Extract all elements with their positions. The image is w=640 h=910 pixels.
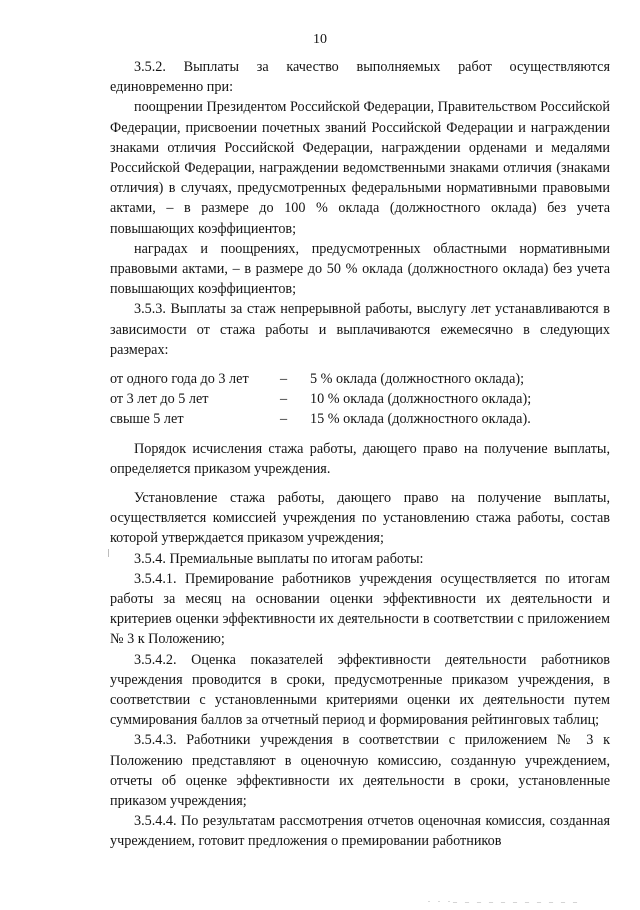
- paragraph-3-5-4-4: 3.5.4.4. По результатам рассмотрения отчетов оценочная комиссия, созданная учреждением, готовит предложения о премировании работников: [110, 813, 610, 850]
- rate-row: [110, 369, 610, 389]
- rate-amount: 10 % оклада (должностного оклада);: [310, 391, 532, 408]
- paragraph-3-5-4: 3.5.4. Премиальные выплаты по итогам работы:: [134, 550, 424, 567]
- rate-period: от 3 лет до 5 лет: [110, 391, 209, 408]
- rate-dash: –: [280, 391, 288, 408]
- paragraph-seniority-order: Порядок исчисления стажа работы, дающего право на получение выплаты, определяется приказом учреждения.: [110, 440, 610, 477]
- rate-amount: 15 % оклада (должностного оклада).: [310, 411, 531, 428]
- document-body: [110, 57, 610, 852]
- scan-artifact: . . ._ _ _ _ _ _ _ _ _ _ _: [428, 895, 580, 904]
- rate-period: от одного года до 3 лет: [110, 371, 249, 388]
- paragraph-3-5-4-2: 3.5.4.2. Оценка показателей эффективности деятельности работников учреждения проводится в сроки, предусмотренные приказом учреждения, в соответствии с установленными критериями оценки их деятельности путем суммирования баллов за отчетный период и формирования рейтинговых таблиц;: [110, 651, 610, 729]
- paragraph-3-5-2: 3.5.2. Выплаты за качество выполняемых работ осуществляются единовременно при:: [110, 59, 610, 96]
- paragraph-regional-awards: наградах и поощрениях, предусмотренных областными нормативными правовыми актами, – в размере до 50 % оклада (должностного оклада) без учета повышающих коэффициентов;: [110, 240, 610, 298]
- paragraph-3-5-4-1: 3.5.4.1. Премирование работников учреждения осуществляется по итогам работы за месяц на основании оценки эффективности их деятельности и критериев оценки эффективности их деятельности в соответствии с приложением № 3 к Положению;: [110, 570, 610, 648]
- rate-row: [110, 409, 610, 429]
- paragraph-3-5-3: 3.5.3. Выплаты за стаж непрерывной работы, выслугу лет устанавливаются в зависимости от стажа работы и выплачиваются ежемесячно в следующих размерах:: [110, 301, 610, 358]
- seniority-rates-list: [110, 369, 610, 430]
- spacer: [110, 479, 610, 488]
- page-number: 10: [313, 32, 327, 47]
- rate-dash: –: [280, 371, 288, 388]
- rate-amount: 5 % оклада (должностного оклада);: [310, 371, 525, 388]
- paragraph-federal-awards: поощрении Президентом Российской Федерации, Правительством Российской Федерации, присвоении почетных званий Российской Федерации и награждении знаками отличия Российской Федерации, награждении орденами и медалями Российской Федерации, награждении ведомственными знаками отличия (знаками отличия) в случаях, предусмотренных федеральными нормативными правовыми актами, – в размере до 100 % оклада (должностного оклада) без учета повышающих коэффициентов;: [110, 99, 610, 237]
- paragraph-seniority-commission: Установление стажа работы, дающего право на получение выплаты, осуществляется комиссией учреждения по установлению стажа работы, состав которой утверждается приказом учреждения;: [110, 490, 610, 547]
- rate-period: свыше 5 лет: [110, 411, 184, 428]
- rate-row: [110, 389, 610, 409]
- paragraph-3-5-4-3: 3.5.4.3. Работники учреждения в соответствии с приложением № 3 к Положению представляют в оценочную комиссию, созданную учреждением, отчеты об оценке эффективности их деятельности в сроки, установленные приказом учреждения;: [110, 732, 610, 810]
- margin-mark: [108, 549, 109, 557]
- rate-dash: –: [280, 411, 288, 428]
